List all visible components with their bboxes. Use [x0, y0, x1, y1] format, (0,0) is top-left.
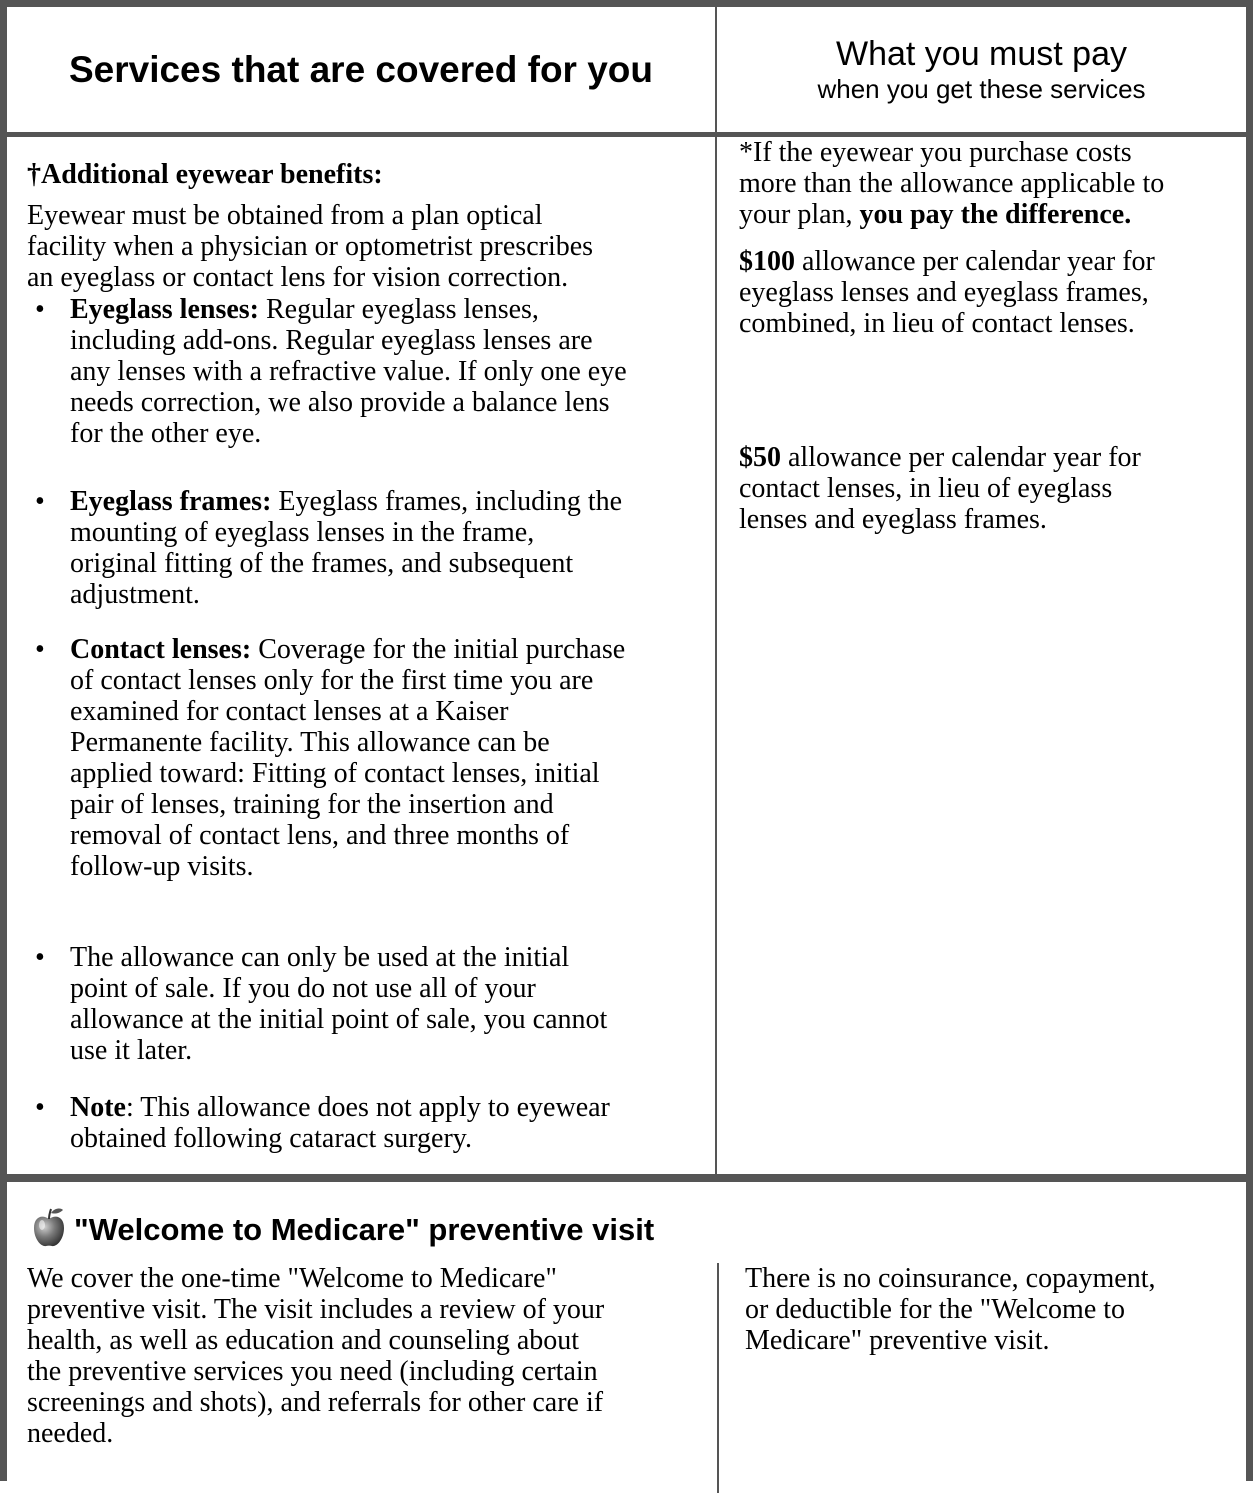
eyewear-services-cell: †Additional eyewear benefits: Eyewear must be obtained from a plan optical facility when a physician or optometrist prescribes an eyeglass or contact lens for vision correction. • Eyeglass lenses: Regular eyeglass lenses, including add-ons. Regular eyeglass lenses are any lenses with a refractive value. If only one eye needs correction, we also provide a balance lens for the other eye. • Eyeglass frames: Eyeglass frames, including the mounting of eyeglass lenses in the frame, original fitting of the frames, and subsequent adjustment. • Contact lenses: Coverage for the initial purchase of contact lenses only for the first time you are examined for contact lenses at a Kaiser Permanente facility. This allowance can be applied toward: Fitting of contact lenses, initial pair of lenses, training for the insertion and removal of contact lens, and three months of follow-up visits. • The allowance can only be used at the initial point of sale. If you do not use all of your allowance at the initial point of sale, you cannot use it later. • Note: This allowance does not apply to eyewear obtained following cataract surgery. — [7, 137, 717, 1174]
welcome-pay-text: There is no coinsurance, copayment, or deductible for the "Welcome to Medicare" preventive visit. — [745, 1263, 1156, 1356]
row-divider — [7, 1174, 1246, 1182]
header-what-you-pay-line2: when you get these services — [817, 73, 1146, 104]
eyewear-heading: †Additional eyewear benefits: — [27, 159, 383, 190]
welcome-column-divider — [717, 1263, 719, 1493]
allowance-50-text: $50 allowance per calendar year for contact lenses, in lieu of eyeglass lenses and eyeglass frames. — [739, 442, 1141, 535]
eyewear-pay-cell — [717, 137, 1246, 1174]
header-services-covered: Services that are covered for you — [7, 7, 717, 132]
welcome-row — [7, 1182, 1246, 1488]
header-what-you-pay — [717, 7, 1246, 132]
pay-difference-text: *If the eyewear you purchase costs more than the allowance applicable to your plan, you pay the difference. — [739, 137, 1165, 230]
eyewear-row — [7, 137, 1246, 1174]
header-what-you-pay-line1: What you must pay — [835, 34, 1127, 73]
table-header — [7, 7, 1246, 137]
welcome-body: We cover the one-time "Welcome to Medicare" preventive visit. The visit includes a review of your health, as well as education and counseling about the preventive services you need (including certain screenings and shots), and referrals for other care if needed. — [27, 1263, 605, 1449]
apple-icon — [32, 1206, 66, 1248]
eyewear-intro: Eyewear must be obtained from a plan optical facility when a physician or optometrist prescribes an eyeglass or contact lens for vision correction. — [27, 200, 594, 293]
allowance-100-text: $100 allowance per calendar year for eyeglass lenses and eyeglass frames, combined, in lieu of contact lenses. — [739, 246, 1155, 339]
welcome-title: "Welcome to Medicare" preventive visit — [74, 1212, 655, 1247]
